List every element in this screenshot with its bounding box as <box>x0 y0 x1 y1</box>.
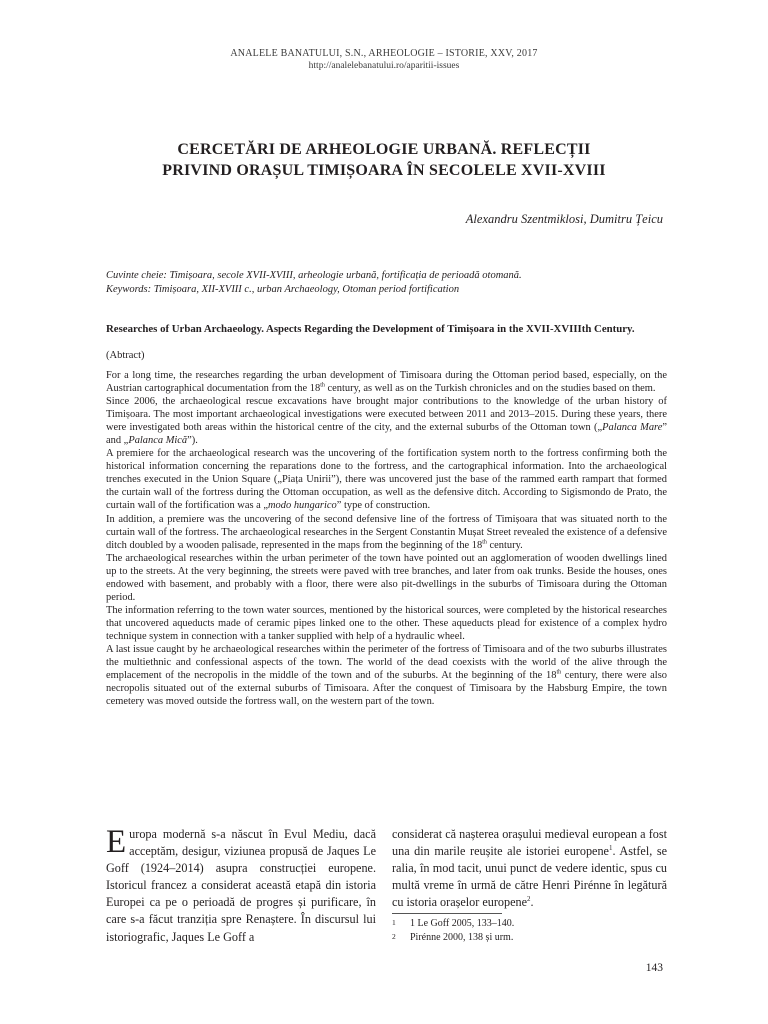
footnote-2 <box>392 931 667 945</box>
text-run: century, there were also necropolis situated out of the external suburbs of Timisoara. After the conquest of Timisoara by the Habsburg Empire, the town cemetery was moved outside the fortress wall, on the western part of the town. <box>106 670 667 708</box>
text-run: ”). <box>187 435 198 447</box>
footnote-text: 1 Le Goff 2005, 133–140. <box>410 918 515 929</box>
abstract-paragraph: The information referring to the town water sources, mentioned by the historical sources, were completed by the historical researches that uncovered aqueducts made of ceramic pipes linked one to the other. These aqueducts plead for existence of a complex hydro technique system in connection with a tanker supplied with help of a hydraulic wheel. <box>106 604 667 642</box>
authors: Alexandru Szentmiklosi, Dumitru Țeicu <box>465 212 663 226</box>
superscript: th <box>556 669 562 676</box>
title-line-2: PRIVIND ORAȘUL TIMIȘOARA ÎN SECOLELE XVII-XVIII <box>162 162 606 179</box>
body-paragraph <box>106 826 376 946</box>
keywords-block <box>106 269 666 296</box>
keywords-ro: Cuvinte cheie: Timișoara, secole XVII-XVIII, arheologie urbană, fortificația de perioadă otomană. <box>106 270 522 281</box>
abstract-paragraph <box>106 513 667 552</box>
abstract-body <box>106 369 667 708</box>
text-run: For a long time, the researches regarding the urban development of Timisoara during the Ottoman period based, especially, on the Austrian cartographical documentation from the 18 <box>106 370 667 395</box>
text-run: considerat că nașterea orașului medieval european a fost una din marile reușite ale istoriei europene <box>392 827 667 859</box>
text-run: ” and „ <box>106 422 667 447</box>
italic-run: modo hungarico <box>268 500 337 512</box>
body-column-left <box>106 826 376 946</box>
text-run: century. <box>486 539 523 551</box>
text-run: . Astfel, se ralia, în mod tacit, unui punct de vedere identic, spus cu multă vreme în urmă de către Henri Pirénne în legătură cu istoria orașelor europene <box>392 844 667 910</box>
abstract-paragraph: The archaeological researches within the urban perimeter of the town have pointed out an agglomeration of wooden dwellings lined up to the streets. At the very beginning, the streets were paved with tree branches, and later from oak trunks. Beside the houses, ones endowed with basement, and probably with a floor, there were also pit-dwellings in the suburbs of Timisoara during the Ottoman period. <box>106 552 667 603</box>
abstract-paragraph <box>106 395 667 447</box>
text-run: uropa modernă s-a născut în Evul Mediu, dacă acceptăm, desigur, viziunea propusă de Jaques Le Goff (1924–2014) asupra construcției europene. Istoricul francez a considerat această etapă din istoria Europei ca pe o perioadă de progres și purificare, în care s-a făcut tranziția spre Renaștere. În discursul lui istoriografic, Jaques Le Goff a <box>106 827 376 944</box>
footnote-ref-1[interactable]: 1 <box>608 844 613 853</box>
footnote-ref-2[interactable]: 2 <box>527 895 531 904</box>
body-column-right <box>392 826 667 911</box>
footnote-1 <box>392 917 667 931</box>
text-run: Since 2006, the archaeological rescue excavations have brought major contributions to the knowledge of the urban history of Timișoara. The most important archaeological investigations were executed between 2011 and 2013–2015. During these years, there were investigated both areas within the historical centre of the city, and the external suburbs of the Ottoman town („ <box>106 396 667 434</box>
superscript: th <box>482 539 487 546</box>
footnote-number: 1 <box>392 918 396 927</box>
journal-name: ANALELE BANATULUI, S.N., ARHEOLOGIE – ISTORIE, XXV, 2017 <box>230 48 538 59</box>
footnote-divider <box>392 913 502 914</box>
paper-title <box>90 139 678 181</box>
text-run: . <box>530 895 534 910</box>
text-run: ” type of construction. <box>336 500 431 512</box>
keywords-en: Keywords: Timișoara, XII-XVIII c., urban Archaeology, Otoman period fortification <box>106 283 460 295</box>
drop-cap: E <box>106 824 127 860</box>
footnotes <box>392 913 667 945</box>
superscript: th <box>320 382 325 389</box>
journal-header <box>0 47 768 73</box>
journal-url[interactable]: http://analelebanatului.ro/aparitii-issues <box>308 61 460 71</box>
italic-run: Palanca Mare <box>602 422 663 434</box>
abstract-paragraph <box>106 643 667 708</box>
footnote-text: Pirénne 2000, 138 și urm. <box>410 932 514 943</box>
title-line-1: CERCETĂRI DE ARHEOLOGIE URBANĂ. REFLECȚII <box>177 141 591 158</box>
text-run: In addition, a premiere was the uncovering of the second defensive line of the fortress of Timișoara that was situated north to the curtain wall of the fortress. The archaeological researches in the Sergent Constantin Mușat Street revealed the existence of a defensive ditch doubled by a wooden palisade, represented in the maps from the beginning of the 18 <box>106 513 667 551</box>
text-run: A last issue caught by he archaeological researches within the perimeter of the fortress of Timisoara and of the two suburbs illustrates the multiethnic and confessional aspects of the town. The world of the dead coexists with the world of the alive through the emplacement of the necropolis in the middle of the town and of the suburbs. At the beginning of the 18 <box>106 643 667 682</box>
abstract-paragraph <box>106 369 667 395</box>
abstract-title: Researches of Urban Archaeology. Aspects Regarding the Development of Timișoara in the XVII-XVIIIth Century. <box>106 323 635 335</box>
text-run: century, as well as on the Turkish chronicles and on the studies based on them. <box>324 383 656 395</box>
abstract-paragraph <box>106 447 667 512</box>
footnote-number: 2 <box>392 932 396 941</box>
text-run: A premiere for the archaeological research was the uncovering of the fortification system north to the fortress confirming both the historical information concerning the reparations done to the fortress, and the cartographical information. Into the archaeological trenches executed in the Union Square („Piața Unirii”), there was uncovered just the base of the rammed earth rampart that formed the curtain wall of the fortress during the Ottoman occupation, as well as the defensive ditch. According to Sigismondo de Prato, the curtain wall of the fortification was a „ <box>106 448 667 512</box>
page-number: 143 <box>645 962 663 974</box>
body-paragraph <box>392 826 667 911</box>
italic-run: Palanca Mică <box>128 435 188 447</box>
abstract-label: (Abtract) <box>106 350 145 361</box>
